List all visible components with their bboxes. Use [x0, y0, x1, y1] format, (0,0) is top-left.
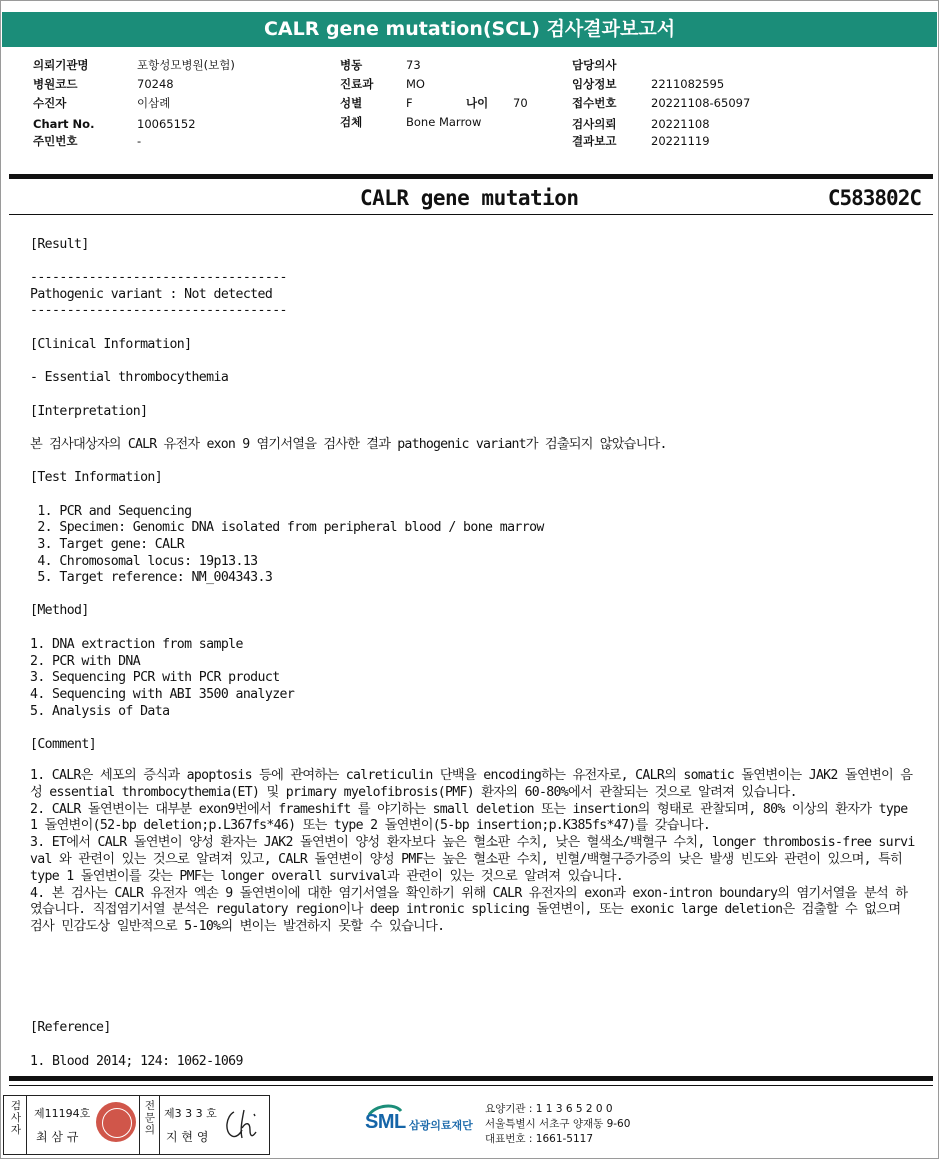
stamp1-name: 최 삼 규	[36, 1130, 79, 1144]
testinfo-item: 5. Target reference: NM_004343.3	[30, 570, 273, 585]
sml-logo-text: SML	[365, 1111, 406, 1133]
divider	[139, 1096, 140, 1154]
label-chart-no: Chart No.	[33, 117, 95, 131]
label-physician: 담당의사	[572, 58, 617, 72]
stamp2-label: 전문의	[144, 1100, 156, 1136]
divider-bottom-thin	[9, 1085, 933, 1086]
label-request-date: 검사의뢰	[572, 117, 617, 131]
label-requesting-org: 의뢰기관명	[33, 58, 89, 72]
value-chart-no: 10065152	[137, 117, 196, 131]
label-department: 진료과	[340, 77, 374, 91]
signature-box	[3, 1095, 270, 1155]
sml-logo-sub: 삼광의료재단	[409, 1119, 473, 1132]
testinfo-item: 2. Specimen: Genomic DNA isolated from peripheral blood / bone marrow	[30, 520, 544, 535]
method-item: 1. DNA extraction from sample	[30, 637, 243, 652]
divider-under-title	[9, 214, 933, 215]
report-title: CALR gene mutation(SCL) 검사결과보고서	[2, 12, 937, 47]
value-patient: 이삼례	[137, 96, 171, 110]
label-report-date: 결과보고	[572, 134, 617, 148]
divider-top	[9, 174, 933, 179]
method-item: 5. Analysis of Data	[30, 704, 170, 719]
method-item: 4. Sequencing with ABI 3500 analyzer	[30, 687, 295, 702]
result-heading: [Result]	[30, 237, 89, 252]
dash-line-bottom: -----------------------------------	[30, 303, 287, 318]
value-hospital-code: 70248	[137, 77, 174, 91]
label-receipt-no: 접수번호	[572, 96, 617, 110]
clinical-line: - Essential thrombocythemia	[30, 370, 229, 385]
org-line: 대표번호 : 1661-5117	[485, 1133, 594, 1145]
stamp2-name: 지 현 영	[166, 1130, 209, 1144]
dash-line-top: -----------------------------------	[30, 270, 287, 285]
value-sex: F	[406, 96, 413, 110]
clinical-heading: [Clinical Information]	[30, 337, 192, 352]
signature-icon	[222, 1106, 264, 1144]
value-department: MO	[406, 77, 425, 91]
seal-stamp-icon	[96, 1102, 136, 1142]
stamp1-label: 검사자	[10, 1100, 22, 1136]
value-ward: 73	[406, 58, 421, 72]
method-item: 2. PCR with DNA	[30, 654, 141, 669]
interp-heading: [Interpretation]	[30, 404, 148, 419]
org-line: 서울특별시 서초구 양재동 9-60	[485, 1118, 631, 1130]
label-specimen: 검체	[340, 115, 363, 129]
testinfo-item: 3. Target gene: CALR	[30, 537, 185, 552]
value-receipt-no: 20221108-65097	[651, 96, 751, 110]
divider-bottom	[9, 1076, 933, 1081]
label-patient: 수진자	[33, 96, 67, 110]
org-line: 요양기관 : 1 1 3 6 5 2 0 0	[485, 1103, 613, 1115]
comment-text: 1. CALR은 세포의 증식과 apoptosis 등에 관여하는 calreticulin 단백을 encoding하는 유전자로, CALR의 somatic 돌연변이는 JAK2 돌연변이 음성 essential thrombocythemia(ET) 및 primary myelofibrosis(PMF) 환자의 60-80%에서 관찰되는 것으로 알려져 있습니다. 2. CALR 돌연변이는 대부분 exon9번에서 frameshift 를 야기하는 small deletion 또는 insertion의 형태로 관찰되며, 80% 이상의 환자가 type 1 돌연변이(52-bp deletion;p.L367fs*46) 또는 type 2 돌연변이(5-bp insertion;p.K385fs*47)를 갖습니다. 3. ET에서 CALR 돌연변이 양성 환자는 JAK2 돌연변이 양성 환자보다 높은 혈소판 수치, 낮은 혈색소/백혈구 수치, longer thrombosis-free survival 와 관련이 있는 것으로 알려져 있고, CALR 돌연변이 양성 PMF는 높은 혈소판 수치, 빈혈/백혈구증가증의 낮은 발생 빈도와 관련이 있으며, 특히 type 1 돌연변이를 갖는 PMF는 longer overall survival과 관련이 있는 것으로 알려져 있습니다. 4. 본 검사는 CALR 유전자 엑손 9 돌연변이에 대한 염기서열을 확인하기 위해 CALR 유전자의 exon과 exon-intron boundary의 염기서열을 분석 하였습니다. 직접염기서열 분석은 regulatory region이나 deep intronic splicing 돌연변이, 또는 exonic large deletion은 검출할 수 없으며 검사 민감도상 일반적으로 5-10%의 변이는 발견하지 못할 수 있습니다.	[30, 768, 915, 935]
label-ward: 병동	[340, 58, 363, 72]
testinfo-item: 1. PCR and Sequencing	[30, 504, 192, 519]
label-hospital-code: 병원코드	[33, 77, 78, 91]
result-line: Pathogenic variant : Not detected	[30, 287, 273, 302]
stamp2-id: 제3 3 3 호	[164, 1107, 217, 1120]
stamp1-id: 제11194호	[34, 1107, 91, 1120]
label-resident-no: 주민번호	[33, 134, 78, 148]
label-clinical-info: 임상정보	[572, 77, 617, 91]
method-heading: [Method]	[30, 603, 89, 618]
divider	[26, 1096, 27, 1154]
value-report-date: 20221119	[651, 134, 710, 148]
comment-heading: [Comment]	[30, 737, 97, 752]
label-sex: 성별	[340, 96, 363, 110]
method-item: 3. Sequencing PCR with PCR product	[30, 670, 280, 685]
divider	[159, 1096, 160, 1154]
value-resident-no: -	[137, 134, 142, 148]
reference-heading: [Reference]	[30, 1020, 111, 1035]
value-specimen: Bone Marrow	[406, 115, 482, 129]
value-age: 70	[513, 96, 528, 110]
value-clinical-info: 2211082595	[651, 77, 725, 91]
value-request-date: 20221108	[651, 117, 710, 131]
interp-line: 본 검사대상자의 CALR 유전자 exon 9 염기서열을 검사한 결과 pathogenic variant가 검출되지 않았습니다.	[30, 437, 667, 452]
test-name: CALR gene mutation	[360, 186, 579, 210]
value-requesting-org: 포항성모병원(보험)	[137, 58, 235, 72]
testinfo-item: 4. Chromosomal locus: 19p13.13	[30, 554, 258, 569]
testinfo-heading: [Test Information]	[30, 470, 163, 485]
label-age: 나이	[466, 96, 489, 110]
reference-line: 1. Blood 2014; 124: 1062-1069	[30, 1054, 243, 1069]
test-code: C583802C	[827, 186, 921, 210]
